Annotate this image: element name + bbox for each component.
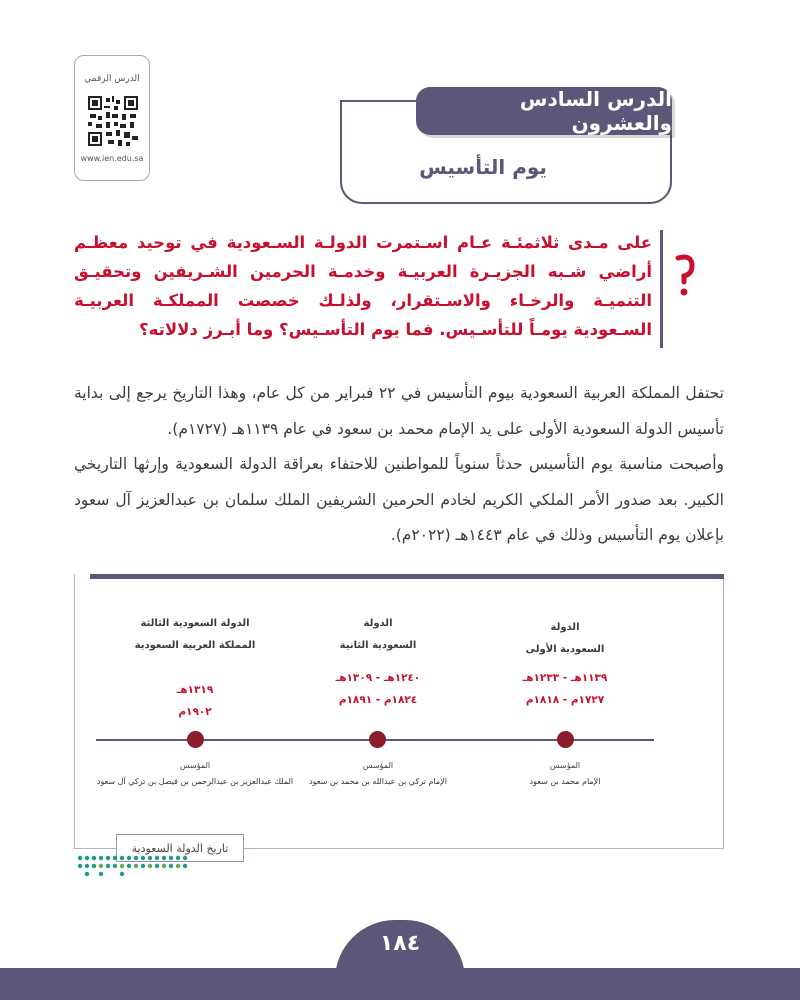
state-2-founder-label: المؤسس: [362, 761, 394, 770]
lesson-body: [74, 376, 724, 554]
state-1-founder-label: المؤسس: [549, 761, 581, 770]
lesson-number: الدرس السادس والعشرون: [519, 87, 672, 135]
state-1-name-line1: الدولة: [550, 622, 580, 633]
body-paragraph: وأصبحت مناسبة يوم التأسيس حدثاً سنوياً للمواطنين للاحتفاء بعراقة الدولة السعودية وإرثها التاريخي الكبير. بعد صدور الأمر الملكي الكريم لخادم الحرمين الشريفين الملك سلمان بن عبدالعزيز آل سعود بإعلان يوم التأسيس وذلك في عام ١٤٤٣هـ (٢٠٢٢م).: [74, 455, 724, 544]
digital-lesson-card[interactable]: [74, 55, 150, 181]
digital-lesson-label: الدرس الرقمي: [84, 74, 140, 84]
state-3-dates: [135, 679, 255, 723]
timeline-top-bar: [90, 574, 724, 579]
state-3-gregorian: ١٩٠٢م: [178, 706, 212, 718]
state-2-gregorian: ١٨٢٤م - ١٨٩١م: [338, 694, 418, 706]
intro-question: على مـدى ثلاثمئـة عـام اسـتمرت الدولـة السـعودية في توحيد معظـم أراضي شـبه الجزيـرة العربيـة وخدمـة الحرمين الشـريفين وتحقيـق التنميـة والرخـاء والاسـتقرار، ولذلـك خصصت المملكـة العربيـة السـعودية يومـاً للتأسـيس. فما يوم التأسـيس؟ وما أبـرز دلالاته؟: [74, 233, 652, 339]
state-3-name-line2: المملكة العربية السعودية: [134, 640, 256, 651]
question-mark-icon: [670, 252, 700, 300]
state-3-hijri: ١٣١٩هـ: [176, 684, 214, 696]
digital-lesson-url[interactable]: www.ien.edu.sa: [80, 154, 144, 163]
state-2-name-line1: الدولة: [363, 618, 393, 629]
state-2-marker: [369, 731, 386, 748]
lesson-number-tab: [416, 87, 672, 135]
timeline-caption-text: تاريخ الدولة السعودية: [131, 841, 229, 855]
state-2-name-line2: السعودية الثانية: [339, 640, 417, 651]
lesson-title: يوم التأسيس: [419, 155, 547, 179]
intro-accent-bar: [660, 230, 663, 348]
state-3-name-line1: الدولة السعودية الثالثة: [140, 618, 250, 629]
state-1-marker: [557, 731, 574, 748]
state-1-dates: [505, 667, 625, 711]
state-2-hijri: ١٢٤٠هـ - ١٣٠٩هـ: [335, 672, 421, 684]
state-2-founder: الإمام تركي بن عبدالله بن محمد بن سعود: [309, 777, 447, 786]
state-2-name: [318, 613, 438, 657]
state-3-founder-label: المؤسس: [179, 761, 211, 770]
state-1-hijri: ١١٣٩هـ - ١٢٣٣هـ: [522, 672, 608, 684]
state-2-dates: [318, 667, 438, 711]
state-1-name: [505, 617, 625, 661]
state-3-founder: الملك عبدالعزيز بن عبدالرحمن بن فيصل بن تركي آل سعود: [96, 777, 294, 786]
state-3-name: [110, 613, 280, 657]
qr-code-icon[interactable]: [88, 96, 138, 146]
state-1-name-line2: السعودية الأولى: [525, 644, 605, 655]
state-1-gregorian: ١٧٢٧م - ١٨١٨م: [525, 694, 605, 706]
vision-2030-logo-icon: [74, 852, 194, 878]
state-1-founder: الإمام محمد بن سعود: [529, 777, 601, 786]
page-number: ١٨٤: [379, 931, 421, 956]
state-3-marker: [187, 731, 204, 748]
body-paragraph: تحتفل المملكة العربية السعودية بيوم التأسيس في ٢٢ فبراير من كل عام، وهذا التاريخ يرجع إلى بداية تأسيس الدولة السعودية الأولى على يد الإمام محمد بن سعود في عام ١١٣٩هـ (١٧٢٧م).: [74, 384, 724, 438]
